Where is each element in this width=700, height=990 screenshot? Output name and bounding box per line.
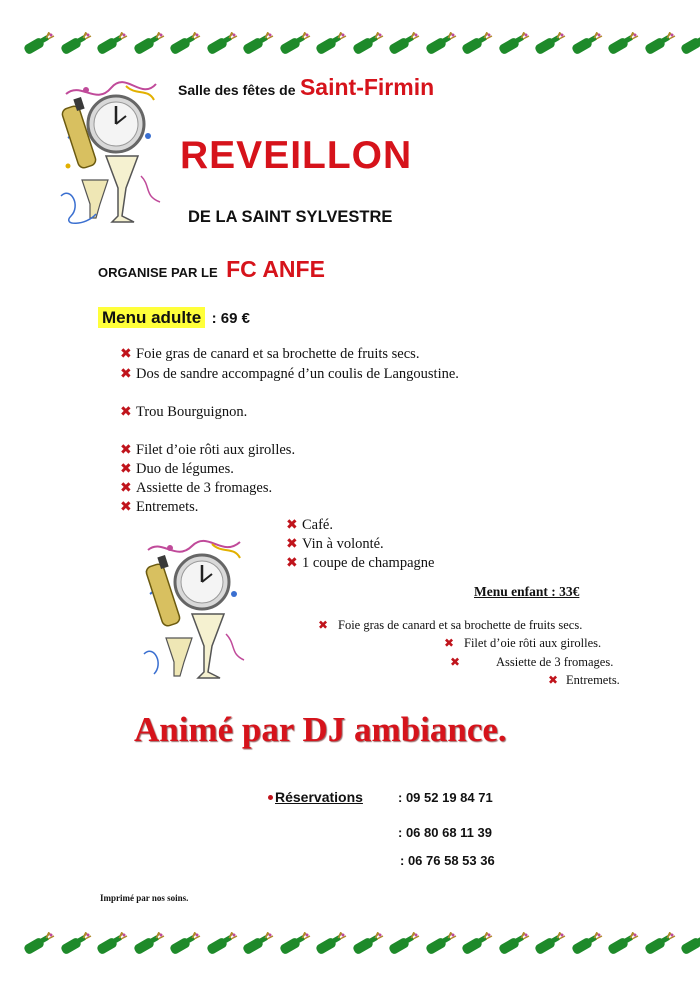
champagne-bottle-icon [570,32,602,48]
bullet-x-icon: ✖ [444,636,455,650]
menu-adult-item-6: Assiette de 3 fromages. [136,480,273,496]
champagne-bottle-icon [424,932,456,948]
bullet-x-icon: ✖ [120,480,132,496]
reservations-label: Réservations [275,789,363,805]
menu-adult-item-7: Entremets. [136,499,199,515]
champagne-bottle-icon [168,32,200,48]
champagne-bottle-icon [570,932,602,948]
list-item [120,480,272,497]
champagne-bottle-icon [205,32,237,48]
champagne-bottle-icon [679,32,700,48]
venue-name: Saint-Firmin [299,74,435,100]
menu-child-item-4: Entremets. [566,673,620,687]
bullet-x-icon: ✖ [286,555,298,571]
venue-line [178,74,434,101]
organiser-name: FC ANFE [226,256,325,282]
menu-adult-item-5: Duo de légumes. [136,461,234,477]
phone-number: : 06 76 58 53 36 [400,853,495,868]
champagne-bottle-icon [241,932,273,948]
top-bottle-border [0,24,700,64]
organiser-prefix: ORGANISE PAR LE [98,265,218,280]
champagne-bottle-icon [387,932,419,948]
list-item [120,499,198,516]
venue-prefix: Salle des fêtes de [178,82,296,98]
champagne-bottle-icon [59,32,91,48]
bullet-x-icon: ✖ [120,442,132,458]
champagne-bottle-icon [460,932,492,948]
bullet-x-icon: ✖ [286,536,298,552]
champagne-bottle-icon [132,32,164,48]
menu-adult-item-2: Dos de sandre accompagné d’un coulis de Langoustine. [136,366,459,382]
bullet-x-icon: ✖ [286,517,298,533]
bullet-x-icon: ✖ [120,461,132,477]
champagne-bottle-icon [497,932,529,948]
clock-champagne-illustration [56,76,166,228]
menu-adult-item-3: Trou Bourguignon. [136,404,248,420]
menu-adult-header [98,308,250,328]
list-item [444,636,601,651]
menu-adult-label: Menu adulte [98,307,205,328]
champagne-bottle-icon [132,932,164,948]
champagne-bottle-icon [351,932,383,948]
bullet-x-icon: ✖ [548,673,559,687]
champagne-bottle-icon [168,932,200,948]
phone-number: : 09 52 19 84 71 [398,790,493,805]
organiser-line [98,256,325,283]
champagne-bottle-icon [533,932,565,948]
entertainment-banner: Animé par DJ ambiance. [134,710,507,749]
list-item [120,404,247,421]
list-item [120,366,459,383]
champagne-bottle-icon [679,932,700,948]
event-subtitle: DE LA SAINT SYLVESTRE [188,208,393,226]
champagne-bottle-icon [606,32,638,48]
list-item [286,536,384,553]
bullet-x-icon: ✖ [120,346,132,362]
reservations-line [268,789,363,807]
phone-number: : 06 80 68 11 39 [398,825,492,840]
champagne-bottle-icon [424,32,456,48]
champagne-bottle-icon [95,932,127,948]
list-item [120,346,419,363]
menu-adult-price: : 69 € [211,310,250,327]
bottom-bottle-border [0,924,700,964]
bullet-x-icon: ✖ [318,618,329,632]
list-item [286,517,333,534]
menu-adult-item-1: Foie gras de canard et sa brochette de fruits secs. [136,346,420,362]
champagne-bottle-icon [643,932,675,948]
bullet-x-icon: ✖ [120,366,132,382]
champagne-bottle-icon [95,32,127,48]
printed-by-note: Imprimé par nos soins. [100,893,189,903]
champagne-bottle-icon [241,32,273,48]
event-title: REVEILLON [180,134,413,177]
list-item [318,618,582,633]
bullet-x-icon: ✖ [120,499,132,515]
champagne-bottle-icon [387,32,419,48]
champagne-bottle-icon [643,32,675,48]
champagne-bottle-icon [351,32,383,48]
champagne-bottle-icon [22,32,54,48]
menu-child-item-2: Filet d’oie rôti aux girolles. [464,636,602,650]
champagne-bottle-icon [205,932,237,948]
champagne-bottle-icon [278,32,310,48]
list-item [548,673,620,688]
champagne-bottle-icon [278,932,310,948]
bullet-x-icon: ✖ [120,404,132,420]
clock-champagne-illustration [140,536,250,686]
menu-adult-extra-2: Vin à volonté. [302,536,384,552]
champagne-bottle-icon [460,32,492,48]
red-dot-icon [268,795,273,800]
menu-adult-item-4: Filet d’oie rôti aux girolles. [136,442,296,458]
champagne-bottle-icon [22,932,54,948]
list-item [286,555,434,572]
champagne-bottle-icon [497,32,529,48]
menu-child-item-1: Foie gras de canard et sa brochette de fruits secs. [338,618,583,632]
list-item [120,442,295,459]
champagne-bottle-icon [606,932,638,948]
champagne-bottle-icon [314,932,346,948]
champagne-bottle-icon [533,32,565,48]
list-item [450,655,613,670]
bullet-x-icon: ✖ [450,655,461,669]
menu-adult-extra-1: Café. [302,517,333,533]
champagne-bottle-icon [59,932,91,948]
menu-child-item-3: Assiette de 3 fromages. [496,655,614,669]
menu-child-label: Menu enfant : 33€ [474,584,580,599]
menu-adult-extra-3: 1 coupe de champagne [302,555,435,571]
champagne-bottle-icon [314,32,346,48]
list-item [120,461,234,478]
